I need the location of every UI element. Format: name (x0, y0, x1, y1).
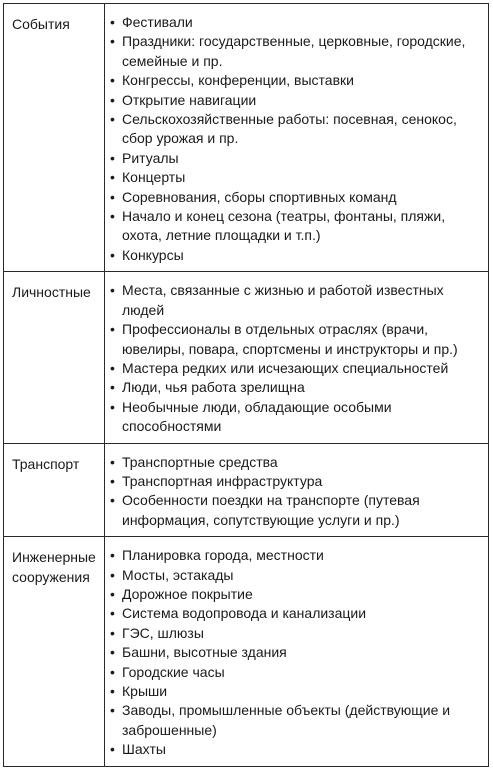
list-item (110, 546, 482, 565)
bullet-icon: • (110, 246, 115, 263)
list-item-text: Соревнования, сборы спортивных команд (122, 188, 397, 205)
list-item (110, 398, 482, 437)
table-row (4, 537, 489, 766)
list-item (110, 359, 482, 378)
list-item-text: Конкурсы (122, 246, 184, 263)
list-item-text: ГЭС, шлюзы (122, 624, 204, 641)
table-body (4, 4, 489, 767)
list-item-text: Заводы, промышленные объекты (действующие и заброшенные) (122, 702, 451, 738)
list-item (110, 207, 482, 246)
items-cell (105, 4, 489, 272)
bullet-icon: • (110, 91, 115, 108)
list-item (110, 110, 482, 149)
list-item (110, 643, 482, 662)
category-cell (4, 443, 105, 537)
list-item-text: Дорожное покрытие (122, 585, 253, 602)
list-item-text: Транспортная инфраструктура (122, 472, 323, 489)
bullet-icon: • (110, 644, 115, 661)
bullet-icon: • (110, 605, 115, 622)
list-item (110, 624, 482, 643)
category-cell (4, 272, 105, 443)
bullet-icon: • (110, 33, 115, 50)
bullet-icon: • (110, 359, 115, 376)
items-cell (105, 272, 489, 443)
list-item-text: Профессионалы в отдельных отраслях (врачи, ювелиры, повара, спортсмены и инструкторы и пр.) (122, 321, 458, 357)
list-item-text: Шахты (122, 741, 166, 758)
list-item (110, 71, 482, 90)
list-item-text: Мосты, эстакады (122, 566, 234, 583)
bullet-icon: • (110, 683, 115, 699)
list-item-text: Особенности поездки на транспорте (путевая информация, сопутствующие услуги и пр.) (122, 492, 420, 528)
bullet-icon: • (110, 398, 115, 415)
list-item (110, 32, 482, 71)
bullet-icon: • (110, 149, 115, 166)
table-row (4, 272, 489, 443)
bullet-icon: • (110, 741, 115, 758)
list-item-text: Праздники: государственные, церковные, городские, семейные и пр. (122, 33, 466, 69)
category-cell (4, 537, 105, 766)
list-item (110, 740, 482, 759)
list-item (110, 378, 482, 397)
list-item-text: Крыши (122, 683, 168, 699)
list-item (110, 246, 482, 265)
list-item (110, 188, 482, 207)
list-item (110, 13, 482, 32)
category-cell (4, 4, 105, 272)
bullet-icon: • (110, 208, 115, 225)
bullet-icon: • (110, 14, 115, 30)
list-item (110, 281, 482, 320)
bullet-icon: • (110, 566, 115, 583)
category-label: Транспорт (12, 455, 80, 472)
list-item-text: Конгрессы, конференции, выставки (122, 72, 354, 89)
bullet-icon: • (110, 663, 115, 680)
bullet-icon: • (110, 453, 115, 470)
list-item (110, 91, 482, 110)
list-item (110, 566, 482, 585)
list-item-text: Начало и конец сезона (театры, фонтаны, пляжи, охота, летние площадки и т.п.) (122, 208, 446, 244)
items-cell (105, 537, 489, 766)
list-item (110, 453, 482, 472)
category-label: Инженерные сооружения (12, 549, 96, 585)
bullet-icon: • (110, 282, 115, 299)
list-item (110, 149, 482, 168)
list-item-text: Открытие навигации (122, 91, 257, 108)
bullet-icon: • (110, 72, 115, 89)
bullet-icon: • (110, 321, 115, 338)
items-cell (105, 443, 489, 537)
list-item (110, 168, 482, 187)
list-item-text: Планировка города, местности (122, 547, 324, 564)
list-item-text: Транспортные средства (122, 453, 278, 470)
list-item-text: Места, связанные с жизнью и работой известных людей (122, 282, 444, 318)
list-item-text: Люди, чья работа зрелищна (122, 379, 305, 396)
bullet-icon: • (110, 472, 115, 489)
list-item (110, 663, 482, 682)
bullet-icon: • (110, 188, 115, 205)
list-item (110, 320, 482, 359)
list-item (110, 701, 482, 740)
list-item (110, 604, 482, 623)
list-item (110, 472, 482, 491)
bullet-icon: • (110, 111, 115, 128)
list-item-text: Необычные люди, обладающие особыми способностями (122, 398, 392, 435)
attractions-table (3, 3, 489, 767)
list-item-text: Башни, высотные здания (122, 644, 287, 661)
list-item (110, 682, 482, 701)
list-item-text: Городские часы (122, 663, 225, 680)
table-row (4, 443, 489, 537)
list-item-text: Система водопровода и канализации (122, 605, 367, 622)
list-item-text: Мастера редких или исчезающих специальностей (122, 359, 449, 376)
bullet-icon: • (110, 585, 115, 602)
table-row (4, 4, 489, 272)
bullet-icon: • (110, 379, 115, 396)
bullet-icon: • (110, 492, 115, 509)
category-label: События (12, 16, 70, 32)
list-item (110, 585, 482, 604)
list-item (110, 491, 482, 530)
bullet-icon: • (110, 702, 115, 719)
bullet-icon: • (110, 169, 115, 186)
bullet-icon: • (110, 624, 115, 641)
bullet-icon: • (110, 547, 115, 564)
list-item-text: Концерты (122, 169, 186, 186)
list-item-text: Ритуалы (122, 149, 179, 166)
list-item-text: Фестивали (122, 14, 193, 30)
category-label: Личностные (12, 284, 91, 301)
list-item-text: Сельскохозяйственные работы: посевная, сенокос, сбор урожая и пр. (122, 111, 457, 147)
